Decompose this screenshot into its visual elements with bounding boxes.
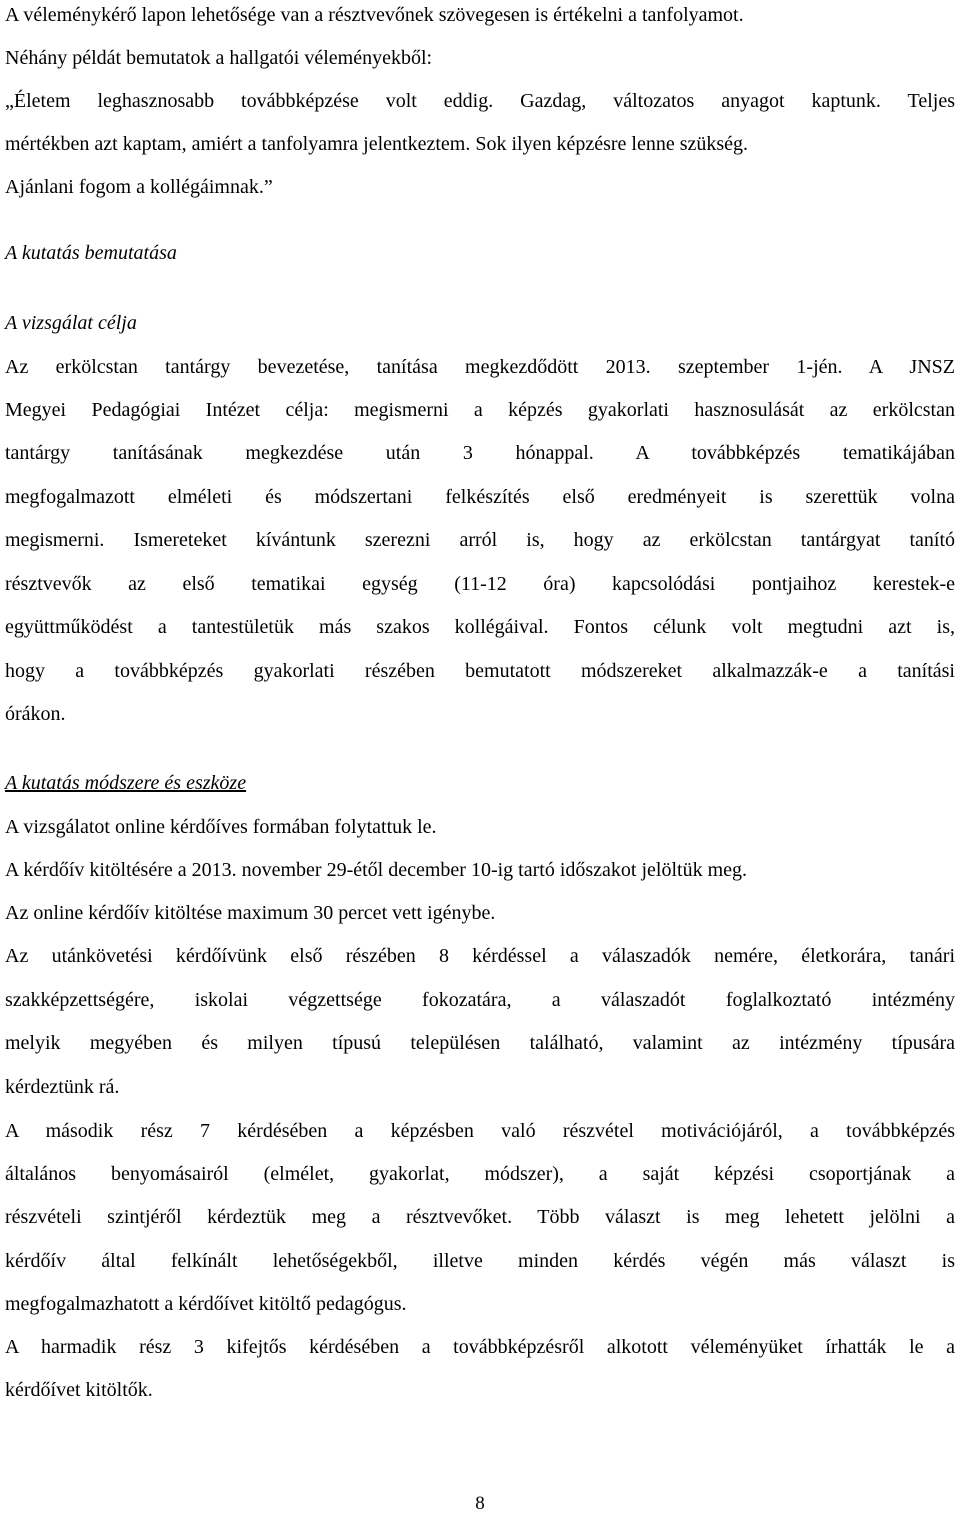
paragraph-line: tantárgy tanításának megkezdése után 3 hónappal. A továbbképzés tematikájában (5, 442, 955, 464)
paragraph-line: Az erkölcstan tantárgy bevezetése, tanítása megkezdődött 2013. szeptember 1-jén. A JNSZ (5, 356, 955, 378)
paragraph-line: megismerni. Ismereteket kívántunk szerezni arról is, hogy az erkölcstan tantárgyat tanító (5, 529, 955, 551)
paragraph-line: Megyei Pedagógiai Intézet célja: megismerni a képzés gyakorlati hasznosulását az erkölcstan (5, 399, 955, 421)
paragraph-line: kérdeztünk rá. (5, 1076, 120, 1098)
paragraph-line: A vizsgálatot online kérdőíves formában folytattuk le. (5, 816, 437, 838)
paragraph-line: részvételi szintjéről kérdeztük meg a résztvevőket. Több választ is meg lehetett jelölni a (5, 1206, 955, 1228)
subsection-heading: A vizsgálat célja (5, 312, 137, 334)
paragraph-line: melyik megyében és milyen típusú településen található, valamint az intézmény típusára (5, 1032, 955, 1054)
intro-line: A véleménykérő lapon lehetősége van a résztvevőnek szövegesen is értékelni a tanfolyamot. (5, 4, 744, 26)
page-number: 8 (475, 1493, 485, 1514)
paragraph-line: órákon. (5, 703, 66, 725)
quote-line: Ajánlani fogom a kollégáimnak.” (5, 176, 273, 198)
paragraph-line: résztvevők az első tematikai egység (11-12 óra) kapcsolódási pontjaihoz kerestek-e (5, 573, 955, 595)
paragraph-line: kérdőívet kitöltők. (5, 1379, 153, 1401)
quote-line: „Életem leghasznosabb továbbképzése volt eddig. Gazdag, változatos anyagot kaptunk. Teljes (5, 90, 955, 112)
paragraph-line: Az online kérdőív kitöltése maximum 30 percet vett igénybe. (5, 902, 496, 924)
paragraph-line: szakképzettségére, iskolai végzettsége fokozatára, a válaszadót foglalkoztató intézmény (5, 989, 955, 1011)
paragraph-line: A kérdőív kitöltésére a 2013. november 29-étől december 10-ig tartó időszakot jelöltük meg. (5, 859, 748, 881)
paragraph-line: A második rész 7 kérdésében a képzésben való részvétel motivációjáról, a továbbképzés (5, 1120, 955, 1142)
paragraph-line: Az utánkövetési kérdőívünk első részében 8 kérdéssel a válaszadók nemére, életkorára, tanári (5, 945, 955, 967)
paragraph-line: hogy a továbbképzés gyakorlati részében bemutatott módszereket alkalmazzák-e a tanítási (5, 660, 955, 682)
paragraph-line: általános benyomásairól (elmélet, gyakorlat, módszer), a saját képzési csoportjának a (5, 1163, 955, 1185)
section-heading: A kutatás módszere és eszköze (5, 772, 247, 794)
paragraph-line: megfogalmazhatott a kérdőívet kitöltő pedagógus. (5, 1293, 407, 1315)
paragraph-line: A harmadik rész 3 kifejtős kérdésében a továbbképzésről alkotott véleményüket írhatták le a (5, 1336, 955, 1358)
paragraph-line: együttműködést a tantestületük más szakos kollégáival. Fontos célunk volt megtudni azt is, (5, 616, 955, 638)
paragraph-line: megfogalmazott elméleti és módszertani felkészítés első eredményeit is szerettük volna (5, 486, 955, 508)
intro-line: Néhány példát bemutatok a hallgatói véleményekből: (5, 47, 433, 69)
quote-line: mértékben azt kaptam, amiért a tanfolyamra jelentkeztem. Sok ilyen képzésre lenne szükség. (5, 133, 749, 155)
paragraph-line: kérdőív által felkínált lehetőségekből, illetve minden kérdés végén más választ is (5, 1250, 955, 1272)
section-heading: A kutatás bemutatása (5, 242, 177, 264)
